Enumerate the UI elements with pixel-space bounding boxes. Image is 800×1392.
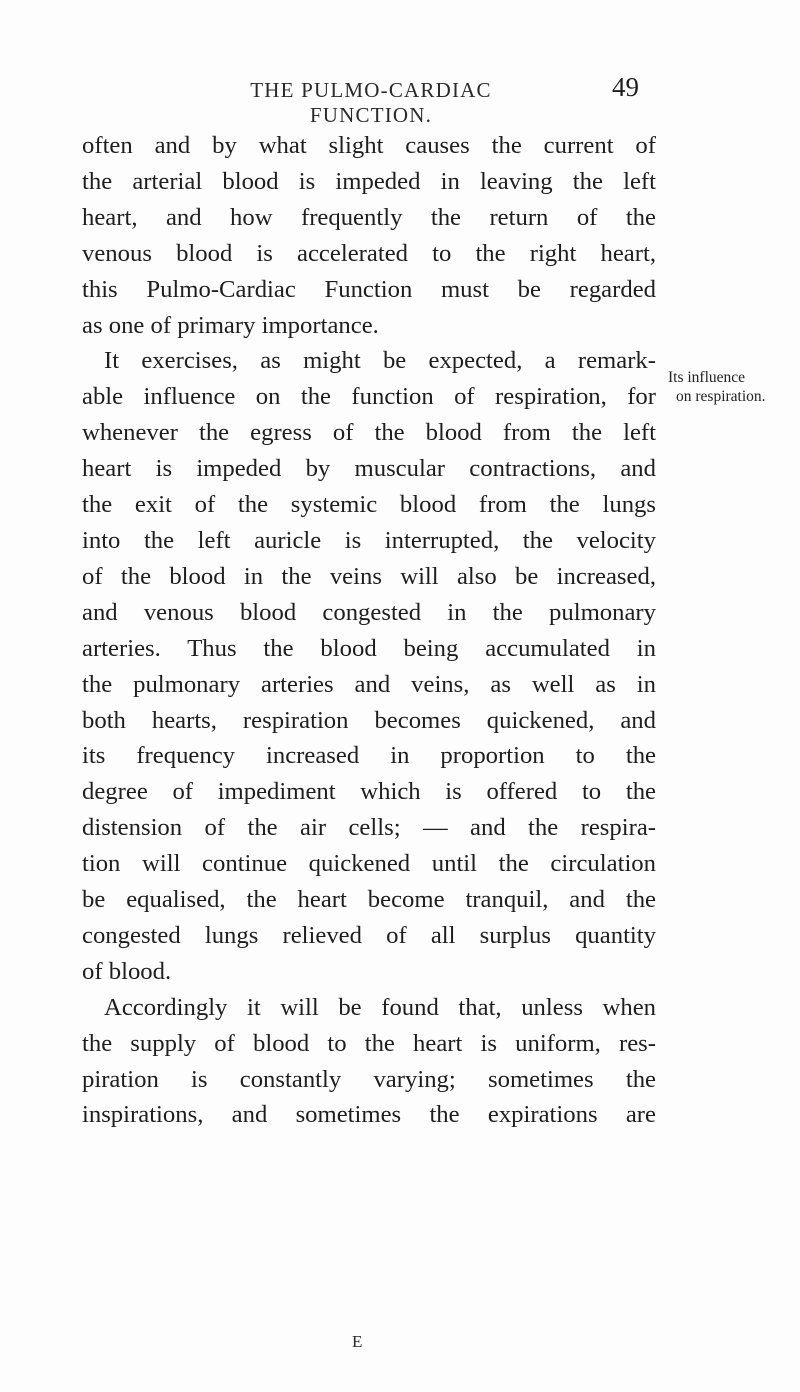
text-line: heart is impeded by muscular contractions, and — [82, 455, 656, 483]
text-line: of the blood in the veins will also be increased, — [82, 562, 656, 590]
text-line: whenever the egress of the blood from the left — [82, 419, 656, 447]
text-line: heart, and how frequently the return of the — [82, 203, 656, 231]
text-line: It exercises, as might be expected, a remark- — [104, 347, 656, 375]
text-line: its frequency increased in proportion to the — [82, 742, 656, 770]
text-line: and venous blood congested in the pulmonary — [82, 598, 656, 626]
page-number: 49 — [612, 72, 639, 102]
marginal-note-line-1: Its influence — [668, 369, 746, 386]
text-line: inspirations, and sometimes the expirations are — [82, 1101, 656, 1129]
text-line: Accordingly it will be found that, unless when — [104, 993, 656, 1021]
text-line: this Pulmo-Cardiac Function must be regarded — [82, 275, 656, 303]
text-line: as one of primary importance. — [82, 311, 379, 339]
text-line: the arterial blood is impeded in leaving the left — [82, 167, 656, 195]
marginal-note-line-2: on respiration. — [676, 388, 766, 405]
text-line: tion will continue quickened until the circulation — [82, 850, 656, 878]
text-line: arteries. Thus the blood being accumulated in — [82, 634, 656, 662]
text-line: both hearts, respiration becomes quickened, and — [82, 706, 656, 734]
text-line: the supply of blood to the heart is uniform, res- — [82, 1029, 656, 1057]
text-line: congested lungs relieved of all surplus quantity — [82, 921, 656, 949]
text-line: able influence on the function of respiration, for — [82, 383, 656, 411]
text-line: the exit of the systemic blood from the lungs — [82, 491, 656, 519]
text-line: venous blood is accelerated to the right heart, — [82, 239, 656, 267]
running-head: THE PULMO-CARDIAC FUNCTION. — [250, 78, 492, 127]
text-line: degree of impediment which is offered to the — [82, 778, 656, 806]
text-line: of blood. — [82, 957, 172, 985]
text-line: the pulmonary arteries and veins, as well as in — [82, 670, 656, 698]
body-text — [82, 128, 656, 1133]
text-line: into the left auricle is interrupted, the velocity — [82, 526, 656, 554]
text-line: be equalised, the heart become tranquil, and the — [82, 886, 656, 914]
marginal-note — [668, 368, 800, 406]
text-line: piration is constantly varying; sometimes the — [82, 1065, 656, 1093]
text-line: often and by what slight causes the current of — [82, 132, 656, 159]
text-line: distension of the air cells; — and the respira- — [82, 814, 656, 842]
signature-mark: E — [352, 1332, 364, 1351]
